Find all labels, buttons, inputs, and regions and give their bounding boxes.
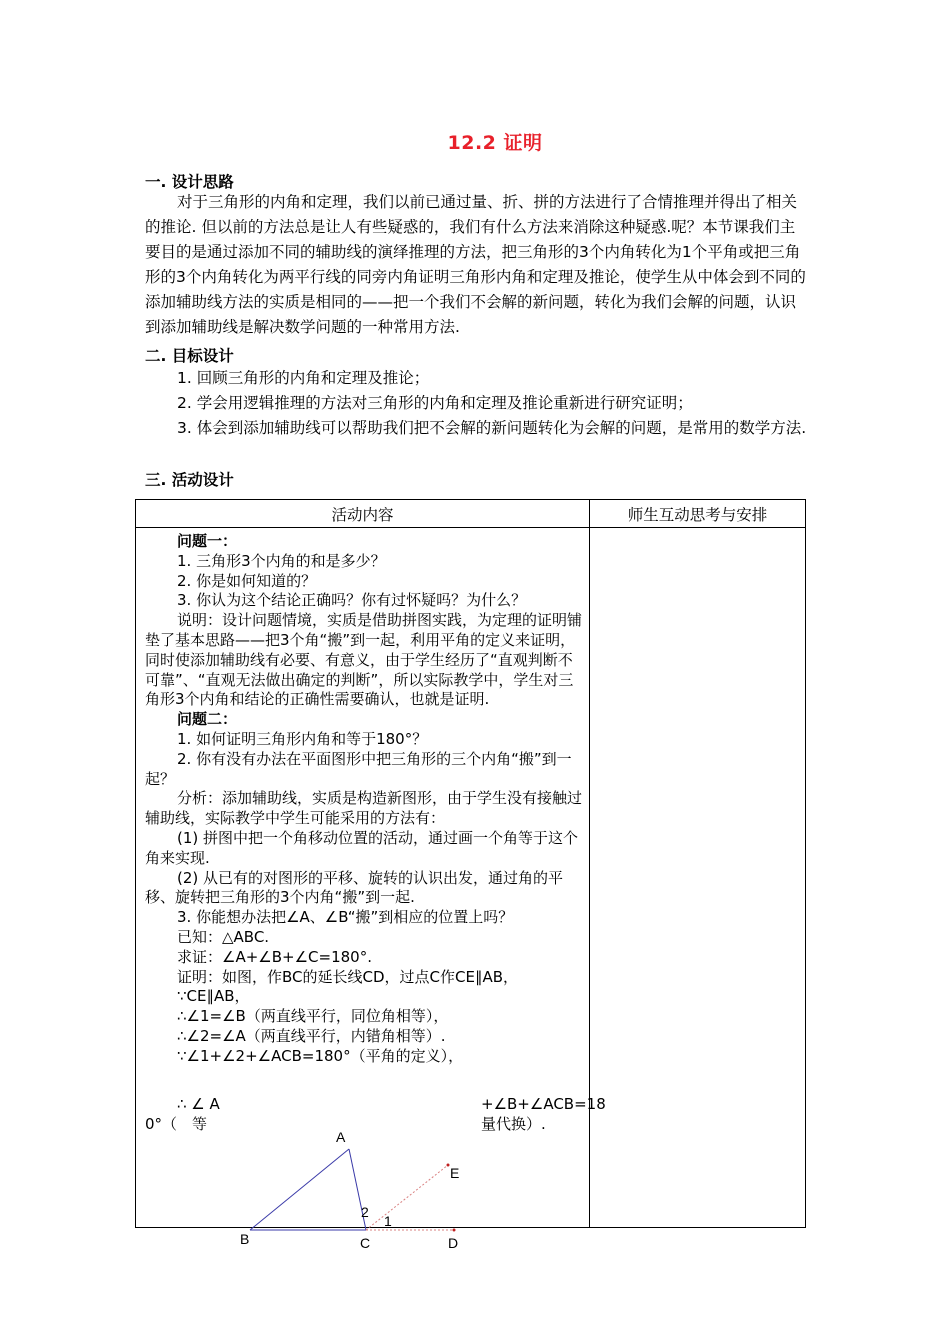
label-e: E bbox=[450, 1165, 460, 1181]
q2-analysis: 分析：添加辅助线，实质是构造新图形，由于学生没有接触过辅助线，实际教学中学生可能采用的方法有： bbox=[145, 789, 583, 828]
proof-line-1: 证明：如图，作BC的延长线CD，过点C作CE∥AB， bbox=[177, 967, 519, 986]
proof-line-3: ∴∠1=∠B（两直线平行，同位角相等）， bbox=[177, 1007, 449, 1026]
question-one-label: 问题一： bbox=[177, 532, 238, 550]
label-d: D bbox=[448, 1235, 459, 1250]
q1-item-3: 3. 你认为这个结论正确吗？你有过怀疑吗？为什么？ bbox=[177, 591, 527, 610]
point-d-dot bbox=[453, 1229, 456, 1232]
q1-item-2: 2. 你是如何知道的？ bbox=[177, 571, 317, 590]
label-b: B bbox=[240, 1231, 250, 1247]
q2-method-2: (2) 从已有的对图形的平移、旋转的认识出发，通过角的平移、旋转把三角形的3个内角“搬”到一起. bbox=[145, 868, 564, 907]
activity-table bbox=[135, 499, 806, 1250]
segment-ba bbox=[250, 1149, 349, 1230]
section-heading-design-idea: 一. 设计思路 bbox=[145, 173, 234, 191]
label-c: C bbox=[360, 1235, 371, 1250]
page-title: 12.2 证明 bbox=[447, 132, 543, 154]
section-heading-activity: 三. 活动设计 bbox=[145, 471, 234, 489]
q2-item-3: 3. 你能想办法把∠A、∠B“搬”到相应的位置上吗？ bbox=[177, 908, 514, 927]
proof-line-2: ∵CE∥AB， bbox=[177, 987, 250, 1006]
proof-line-4: ∴∠2=∠A（两直线平行，内错角相等）. bbox=[177, 1026, 446, 1045]
interaction-cell bbox=[590, 528, 806, 1228]
q1-note: 说明：设计问题情境，实质是借助拼图实践，为定理的证明铺垫了基本思路——把3个角“搬”到一起，利用平角的定义来证明，同时使添加辅助线有必要、有意义，由于学生经历了“直观判断不可靠”、“直观无法做出确定的判断”，所以实际教学中，学生对三角形3个内角和结论的正确性需要确认，也就是证明. bbox=[145, 611, 583, 709]
q2-item-1: 1. 如何证明三角形内角和等于180°？ bbox=[177, 729, 428, 748]
col-header-interaction: 师生互动思考与安排 bbox=[590, 500, 806, 528]
label-angle-2: 2 bbox=[361, 1204, 369, 1220]
activity-content-cell bbox=[136, 528, 606, 1250]
q2-item-2: 2. 你有没有办法在平面图形中把三角形的三个内角“搬”到一起？ bbox=[145, 749, 572, 788]
parallel-ce bbox=[366, 1165, 448, 1230]
proof-line-5: ∵∠1+∠2+∠ACB=180°（平角的定义）， bbox=[177, 1046, 464, 1065]
goal-item-2: 2. 学会用逻辑推理的方法对三角形的内角和定理及推论重新进行研究证明； bbox=[177, 394, 693, 412]
question-two-label: 问题二： bbox=[177, 710, 238, 729]
proof-line-7a: 0°（ 等 bbox=[145, 1115, 208, 1133]
label-angle-1: 1 bbox=[384, 1213, 392, 1229]
q2-method-1: (1) 拼图中把一个角移动位置的活动，通过画一个角等于这个角来实现. bbox=[145, 828, 579, 867]
proof-to-prove: 求证：∠A+∠B+∠C=180°. bbox=[177, 947, 372, 966]
proof-line-6a: ∴ ∠ A bbox=[177, 1095, 220, 1113]
section-heading-goals: 二. 目标设计 bbox=[145, 347, 234, 365]
proof-line-6b: +∠B+∠ACB=18 bbox=[481, 1095, 606, 1113]
goal-item-1: 1. 回顾三角形的内角和定理及推论； bbox=[177, 369, 430, 387]
q1-item-1: 1. 三角形3个内角的和是多少？ bbox=[177, 551, 386, 570]
col-header-content: 活动内容 bbox=[136, 500, 590, 528]
triangle-figure bbox=[226, 1120, 566, 1250]
design-idea-paragraph: 对于三角形的内角和定理，我们以前已通过量、折、拼的方法进行了合情推理并得出了相关的推论. 但以前的方法总是让人有些疑惑的，我们有什么方法来消除这种疑惑.呢？本节课我们主要目的是通过添加不同的辅助线的演绎推理的方法，把三角形的3个内角转化为1个平角或把三角形的3个内角转化为两平行线的同旁内角证明三角形内角和定理及推论，使学生从中体会到不同的添加辅助线方法的实质是相同的——把一个我们不会解的新问题，转化为我们会解的问题，认识到添加辅助线是解决数学问题的一种常用方法. bbox=[145, 193, 806, 336]
proof-line-7b: 量代换）. bbox=[481, 1115, 546, 1133]
label-a: A bbox=[336, 1129, 346, 1145]
proof-given: 已知：△ABC. bbox=[177, 927, 270, 946]
goal-item-3: 3. 体会到添加辅助线可以帮助我们把不会解的新问题转化为会解的问题，是常用的数学方法. bbox=[177, 419, 807, 437]
